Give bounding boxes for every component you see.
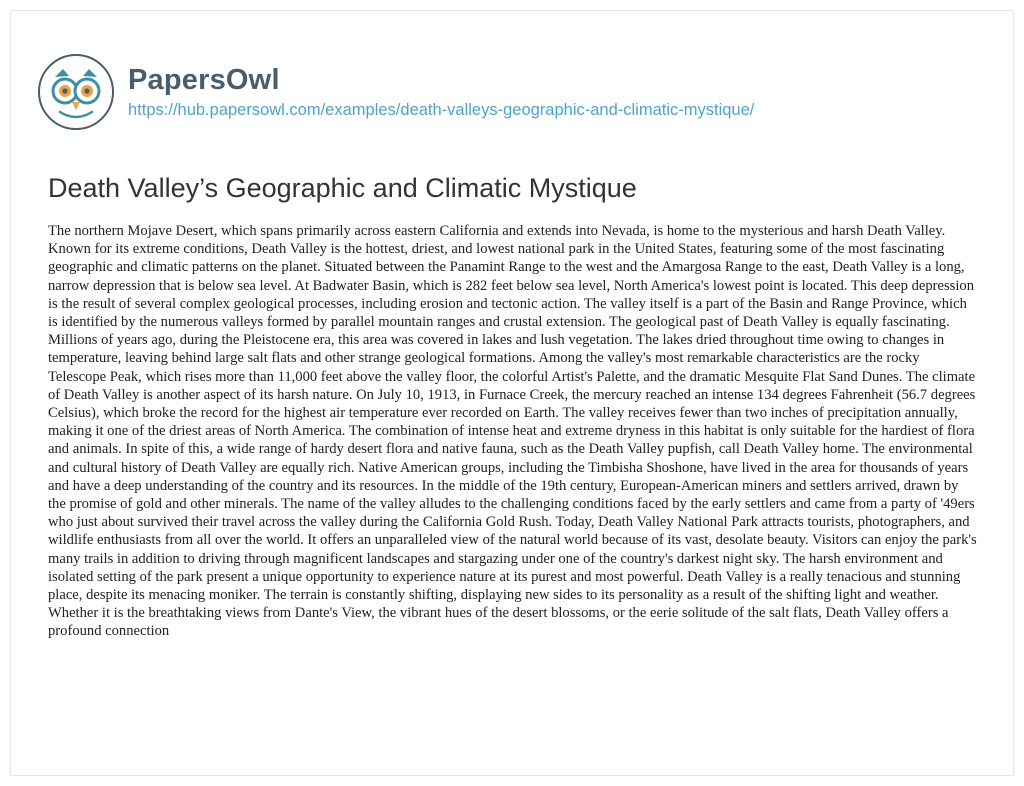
brand-block (128, 63, 754, 121)
source-url-link[interactable]: https://hub.papersowl.com/examples/death-valleys-geographic-and-climatic-mystique/ (128, 101, 755, 119)
essay-body: The northern Mojave Desert, which spans primarily across eastern California and extends into Nevada, is home to the mysterious and harsh Death Valley. Known for its extreme conditions, Death Valley is the hottest, driest, and lowest national park in the United States, featuring some of the most fascinating geographic and climatic patterns on the planet. Situated between the Panamint Range to the west and the Amargosa Range to the east, Death Valley is a long, narrow depression that is below sea level. At Badwater Basin, which is 282 feet below sea level, North America's lowest point is located. This deep depression is the result of several complex geological processes, including erosion and tectonic action. The valley itself is a part of the Basin and Range Province, which is identified by the numerous valleys formed by parallel mountain ranges and crustal extension. The geological past of Death Valley is equally fascinating. Millions of years ago, during the Pleistocene era, this area was covered in lakes and lush vegetation. The lakes dried throughout time owing to changes in temperature, leaving behind large salt flats and other strange geological formations. Among the valley's most remarkable characteristics are the rocky Telescope Peak, which rises more than 11,000 feet above the valley floor, the colorful Artist's Palette, and the dramatic Mesquite Flat Sand Dunes. The climate of Death Valley is another aspect of its harsh nature. On July 10, 1913, in Furnace Creek, the mercury reached an intense 134 degrees Fahrenheit (56.7 degrees Celsius), which broke the record for the highest air temperature ever recorded on Earth. The valley receives fewer than two inches of precipitation annually, making it one of the driest areas of North America. The combination of intense heat and extreme dryness in this habitat is only suitable for the hardiest of flora and animals. In spite of this, a wide range of hardy desert flora and native fauna, such as the Death Valley pupfish, call Death Valley home. The environmental and cultural history of Death Valley are equally rich. Native American groups, including the Timbisha Shoshone, have lived in the area for thousands of years and have a deep understanding of the country and its resources. In the middle of the 19th century, European-American miners and settlers arrived, drawn by the promise of gold and other minerals. The name of the valley alludes to the challenging conditions faced by the early settlers and came from a party of '49ers who just about survived their travel across the valley during the California Gold Rush. Today, Death Valley National Park attracts tourists, photographers, and wildlife enthusiasts from all over the world. It offers an unparalleled view of the natural world because of its vast, desolate beauty. Visitors can enjoy the park's many trails in addition to driving through magnificent landscapes and stargazing under one of the country's darkest night sky. The harsh environment and isolated setting of the park present a unique opportunity to experience nature at its purest and most powerful. Death Valley is a really tenacious and stunning place, despite its menacing moniker. The terrain is constantly shifting, displaying new sides to its personality as a result of the shifting light and weather. Whether it is the breathtaking views from Dante's View, the vibrant hues of the desert blossoms, or the eerie solitude of the salt flats, Death Valley offers a profound connection (48, 223, 977, 640)
owl-logo-icon (38, 54, 114, 130)
brand-name: PapersOwl (128, 64, 280, 96)
site-header (38, 52, 754, 132)
page-title: Death Valley’s Geographic and Climatic Mystique (48, 173, 637, 203)
